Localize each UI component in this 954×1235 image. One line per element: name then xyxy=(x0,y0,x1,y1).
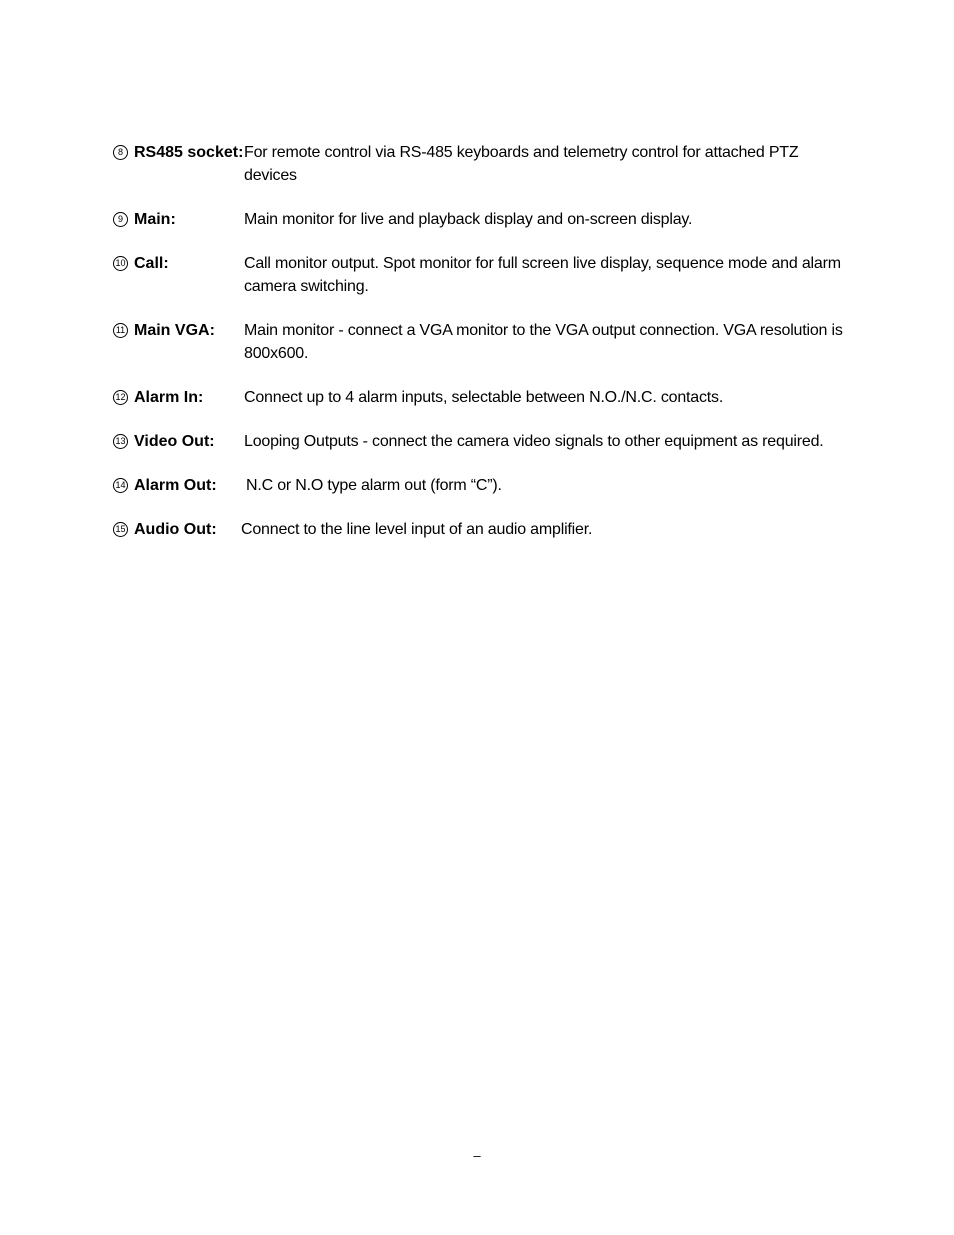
circled-number: 8 xyxy=(113,145,128,160)
entry-audio-out xyxy=(113,518,853,541)
circled-number: 13 xyxy=(113,434,128,449)
label-text: Alarm Out: xyxy=(134,477,217,494)
circled-number: 12 xyxy=(113,390,128,405)
entry-description: Looping Outputs - connect the camera video signals to other equipment as required. xyxy=(244,433,824,450)
label-text: RS485 socket: xyxy=(134,144,244,161)
entry-alarm-out xyxy=(113,474,853,497)
entry-label xyxy=(113,319,244,342)
entry-call xyxy=(113,252,853,298)
entry-description: Call monitor output. Spot monitor for full screen live display, sequence mode and alarm camera switching. xyxy=(244,255,841,295)
entry-label xyxy=(113,208,244,231)
entry-label xyxy=(113,141,244,164)
entry-alarm-in xyxy=(113,386,853,409)
entry-label xyxy=(113,430,244,453)
label-text: Alarm In: xyxy=(134,389,204,406)
entry-label xyxy=(113,474,244,497)
circled-number: 11 xyxy=(113,323,128,338)
entry-rs485-socket xyxy=(113,141,853,187)
circled-number: 10 xyxy=(113,256,128,271)
entry-main xyxy=(113,208,853,231)
circled-number: 14 xyxy=(113,478,128,493)
label-text: Main: xyxy=(134,211,176,228)
entry-description: Main monitor for live and playback display and on-screen display. xyxy=(244,211,693,228)
label-text: Main VGA: xyxy=(134,322,215,339)
connector-description-list xyxy=(113,141,853,541)
circled-number: 9 xyxy=(113,212,128,227)
entry-description: N.C or N.O type alarm out (form “C”). xyxy=(246,477,502,494)
entry-description: For remote control via RS-485 keyboards and telemetry control for attached PTZ devices xyxy=(244,144,799,184)
entry-main-vga xyxy=(113,319,853,365)
label-text: Call: xyxy=(134,255,169,272)
entry-label xyxy=(113,252,244,275)
label-text: Audio Out: xyxy=(134,521,217,538)
entry-label xyxy=(113,386,244,409)
entry-label xyxy=(113,518,244,541)
entry-description: Main monitor - connect a VGA monitor to the VGA output connection. VGA resolution is 800x600. xyxy=(244,322,843,362)
entry-description: Connect up to 4 alarm inputs, selectable between N.O./N.C. contacts. xyxy=(244,389,724,406)
label-text: Video Out: xyxy=(134,433,215,450)
entry-description: Connect to the line level input of an audio amplifier. xyxy=(241,521,593,538)
entry-video-out xyxy=(113,430,853,453)
page-number-marker: – xyxy=(473,1148,481,1163)
circled-number: 15 xyxy=(113,522,128,537)
